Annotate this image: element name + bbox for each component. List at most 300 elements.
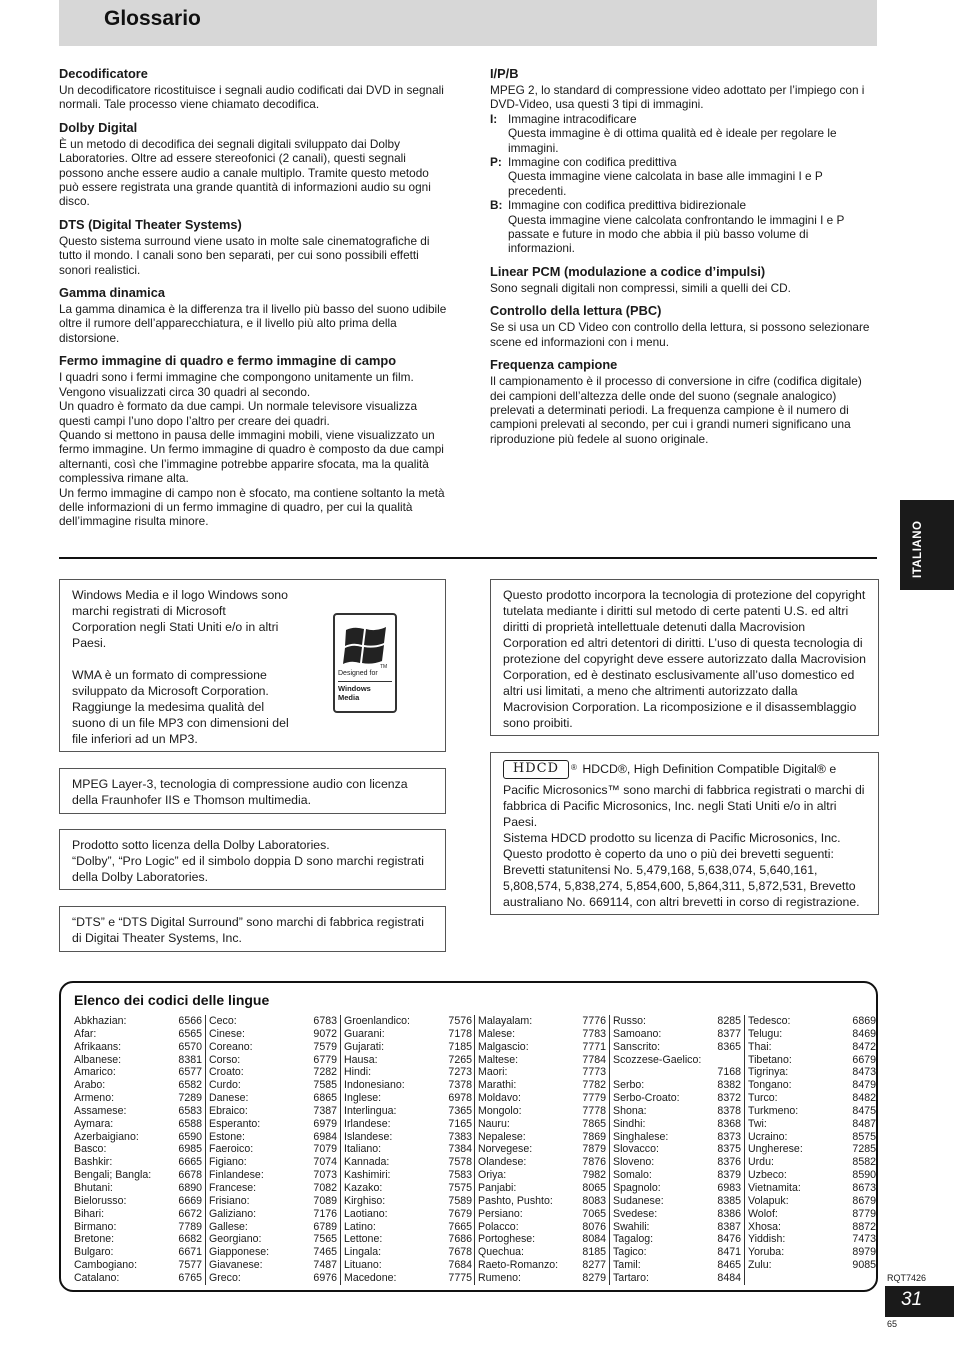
language-code: 7383: [448, 1130, 472, 1143]
language-code: 8381: [178, 1053, 202, 1066]
language-code: 6783: [313, 1015, 337, 1027]
language-code: 6789: [313, 1220, 337, 1233]
language-row: [74, 1118, 202, 1131]
language-name: Bengali; Bangla:: [74, 1169, 152, 1182]
language-row: [209, 1092, 337, 1105]
language-code: 7879: [582, 1143, 606, 1156]
language-code: 7473: [852, 1233, 876, 1246]
language-name: Vietnamita:: [748, 1181, 801, 1194]
mpeg-license-box: [59, 768, 446, 814]
language-name: Indonesiano:: [344, 1079, 405, 1092]
language-name: Gujarati:: [344, 1040, 385, 1053]
language-row: [613, 1208, 741, 1221]
ipb-desc: Questa immagine viene calcolata confrontando le immagini I e P passate e future in modo che abbia il più basso volume di informazioni.: [508, 212, 845, 256]
language-name: Finlandese:: [209, 1169, 264, 1182]
language-row: [748, 1156, 876, 1169]
language-row: [613, 1259, 741, 1272]
language-code: 6665: [178, 1156, 202, 1169]
language-code: 7365: [448, 1104, 472, 1117]
language-name: Persiano:: [478, 1207, 523, 1220]
language-name: Twi:: [748, 1117, 767, 1130]
language-row: [748, 1118, 876, 1131]
language-code: 8479: [852, 1079, 876, 1092]
language-code: 7282: [313, 1066, 337, 1079]
language-name: Coreano:: [209, 1040, 253, 1053]
language-code: 7876: [582, 1156, 606, 1169]
model-number: RQT7426: [887, 1273, 927, 1283]
language-column: [478, 1015, 606, 1285]
language-code: 7289: [178, 1092, 202, 1105]
language-row: [613, 1015, 741, 1028]
language-row: [209, 1079, 337, 1092]
language-name: Kannada:: [344, 1156, 390, 1169]
language-name: Quechua:: [478, 1246, 524, 1259]
language-name: Ceco:: [209, 1015, 237, 1027]
language-row: [344, 1143, 472, 1156]
ipb-intro: MPEG 2, lo standard di compressione video adottato per l’impiego con i DVD-Video, usa questi 3 tipi di immagini.: [490, 83, 865, 112]
hdcd-first-line: HDCD ® HDCD®, High Definition Compatible Digital® e: [503, 760, 866, 779]
language-name: Galiziano:: [209, 1207, 257, 1220]
language-code: 8365: [717, 1040, 741, 1053]
ipb-list: [490, 112, 878, 256]
section-title: Controllo della lettura (PBC): [490, 303, 662, 319]
language-name: Olandese:: [478, 1156, 527, 1169]
language-code: 7665: [448, 1220, 472, 1233]
language-name: Serbo-Croato:: [613, 1092, 680, 1105]
language-name: Yiddish:: [748, 1233, 786, 1246]
language-row: [344, 1208, 472, 1221]
language-name: Malgascio:: [478, 1040, 529, 1053]
language-name: Turkmeno:: [748, 1104, 799, 1117]
language-code: 7783: [582, 1027, 606, 1040]
language-code: 8472: [852, 1040, 876, 1053]
side-tab-label: ITALIANO: [912, 520, 924, 578]
language-name: Albanese:: [74, 1053, 122, 1066]
language-row: [74, 1131, 202, 1144]
language-row: [478, 1272, 606, 1285]
language-code: 8084: [582, 1233, 606, 1246]
language-row: [74, 1105, 202, 1118]
language-column: [613, 1015, 741, 1285]
language-code: 6779: [313, 1053, 337, 1066]
language-name: Faeroico:: [209, 1143, 254, 1156]
language-name: Nauru:: [478, 1117, 510, 1130]
language-name: Panjabi:: [478, 1181, 517, 1194]
language-name: Turco:: [748, 1092, 778, 1105]
language-code: 8368: [717, 1117, 741, 1130]
language-code: 7771: [582, 1040, 606, 1053]
language-name: Assamese:: [74, 1104, 127, 1117]
language-code: 7073: [313, 1169, 337, 1182]
dts-trademark-text: “DTS” e “DTS Digital Surround” sono marchi di fabbrica registrati di Digitai Theater Systems, Inc.: [72, 915, 424, 945]
windows-media-para1: Windows Media e il logo Windows sono marchi registrati di Microsoft Corporation negli Stati Uniti e/o in altri Paesi.: [72, 588, 288, 650]
language-codes-title: Elenco dei codici delle lingue: [74, 992, 270, 1008]
section-paragraph: Un quadro è formato da due campi. Un normale televisore visualizza questi campi l’uno dopo l’altro per creare dei quadri.: [59, 399, 418, 428]
language-code: 7782: [582, 1079, 606, 1092]
language-row: [613, 1041, 741, 1054]
language-row: [209, 1054, 337, 1067]
language-row: [74, 1169, 202, 1182]
language-row: [74, 1233, 202, 1246]
glossary-left-column: [59, 64, 447, 529]
language-name: Irlandese:: [344, 1117, 391, 1130]
language-row: [74, 1015, 202, 1028]
language-row: [748, 1246, 876, 1259]
language-name: Francese:: [209, 1181, 257, 1194]
language-name: Greco:: [209, 1271, 241, 1284]
hdcd-box: [490, 752, 879, 915]
language-code: 7165: [448, 1117, 472, 1130]
section-title: Frequenza campione: [490, 357, 618, 373]
language-code: 6678: [178, 1169, 202, 1182]
language-row: [74, 1054, 202, 1067]
language-code: 7577: [178, 1259, 202, 1272]
language-code: 6577: [178, 1066, 202, 1079]
language-code: 8385: [717, 1194, 741, 1207]
language-row: [344, 1246, 472, 1259]
language-name: Telugu:: [748, 1027, 783, 1040]
language-code: 7378: [448, 1079, 472, 1092]
language-row: [748, 1054, 876, 1067]
language-code: 8279: [582, 1271, 606, 1284]
ipb-label: P:: [490, 155, 502, 170]
language-code: 6672: [178, 1207, 202, 1220]
language-name: Tagalog:: [613, 1233, 654, 1246]
language-row: [478, 1131, 606, 1144]
language-code: 8673: [852, 1181, 876, 1194]
language-name: Mongolo:: [478, 1104, 522, 1117]
language-code: 7784: [582, 1053, 606, 1066]
language-row: [209, 1015, 337, 1028]
language-name: Afar:: [74, 1027, 97, 1040]
language-row: [478, 1143, 606, 1156]
section-title-ipb: I/P/B: [490, 66, 519, 81]
ipb-desc: Questa immagine è di ottima qualità ed è ideale per regolare le immagini.: [508, 126, 837, 155]
language-row: [209, 1182, 337, 1195]
language-name: Sindhi:: [613, 1117, 646, 1130]
language-row: [478, 1028, 606, 1041]
language-row: [613, 1246, 741, 1259]
language-name: Curdo:: [209, 1079, 241, 1092]
language-name: Hausa:: [344, 1053, 378, 1066]
language-row: [74, 1028, 202, 1041]
language-row: [344, 1156, 472, 1169]
language-name: Hindi:: [344, 1066, 372, 1079]
language-code: 8277: [582, 1259, 606, 1272]
language-name: Marathi:: [478, 1079, 517, 1092]
section-title: Fermo immagine di quadro e fermo immagine di campo: [59, 353, 397, 369]
language-row: [613, 1272, 741, 1285]
language-code: 7686: [448, 1233, 472, 1246]
language-row: [613, 1233, 741, 1246]
language-row: [478, 1092, 606, 1105]
language-code: 6682: [178, 1233, 202, 1246]
language-row: [209, 1041, 337, 1054]
language-row: [613, 1195, 741, 1208]
language-row: [748, 1131, 876, 1144]
language-code: 8679: [852, 1194, 876, 1207]
language-row: [478, 1041, 606, 1054]
language-code: 7089: [313, 1194, 337, 1207]
language-row: [209, 1233, 337, 1246]
right-sections: [490, 264, 878, 446]
language-name: Thai:: [748, 1040, 772, 1053]
language-code: 6978: [448, 1092, 472, 1105]
language-row: [478, 1169, 606, 1182]
language-name: Wolof:: [748, 1207, 778, 1220]
page-number-box: [885, 1286, 954, 1317]
section-title: Gamma dinamica: [59, 285, 165, 301]
language-name: Svedese:: [613, 1207, 658, 1220]
language-row: [344, 1221, 472, 1234]
language-name: Spagnolo:: [613, 1181, 661, 1194]
language-code: 7465: [313, 1246, 337, 1259]
language-name: Macedone:: [344, 1271, 397, 1284]
section-paragraph: È un metodo di decodifica dei segnali digitali sviluppato dai Dolby Laboratories. Oltre ad essere stereofonici (2 canali), questi segnali possono anche essere audio a canale multiplo. Tramite questo metodo può essere registrata una grande quantità di informazioni audio su ogni disco.: [59, 136, 431, 209]
language-name: Nepalese:: [478, 1130, 526, 1143]
language-name: Maltese:: [478, 1053, 519, 1066]
language-name: Ungherese:: [748, 1143, 803, 1156]
language-code: 8779: [852, 1207, 876, 1220]
language-row: [209, 1259, 337, 1272]
language-name: Azerbaigiano:: [74, 1130, 139, 1143]
windows-media-box: [59, 579, 446, 752]
language-name: Laotiano:: [344, 1207, 388, 1220]
language-name: Aymara:: [74, 1117, 114, 1130]
language-name: Bhutani:: [74, 1181, 113, 1194]
language-code: 8378: [717, 1104, 741, 1117]
language-name: Maori:: [478, 1066, 508, 1079]
language-row: [613, 1066, 741, 1079]
section-paragraph: La gamma dinamica è la differenza tra il livello più basso del suono udibile oltre il rumore dell’apparecchiatura, e il livello più alto prima della distorsione.: [59, 302, 447, 345]
language-code: 6590: [178, 1130, 202, 1143]
glossary-right-column: [490, 64, 878, 446]
language-row: [74, 1208, 202, 1221]
language-row: [613, 1118, 741, 1131]
language-name: Groenlandico:: [344, 1015, 410, 1027]
ipb-name: Immagine con codifica predittiva: [508, 155, 677, 170]
language-code: 8375: [717, 1143, 741, 1156]
language-name: Norvegese:: [478, 1143, 533, 1156]
language-name: Croato:: [209, 1066, 244, 1079]
language-codes-panel: [59, 981, 878, 1292]
language-row: [478, 1066, 606, 1079]
language-code: 7583: [448, 1169, 472, 1182]
hdcd-line1: HDCD®, High Definition Compatible Digital® e: [582, 761, 837, 776]
language-name: Ebraico:: [209, 1104, 248, 1117]
language-name: Armeno:: [74, 1092, 115, 1105]
language-column: [74, 1015, 202, 1285]
logo-tm: TM: [380, 664, 388, 670]
language-row: [478, 1118, 606, 1131]
language-row: [209, 1246, 337, 1259]
language-row: [344, 1015, 472, 1028]
language-name: Tongano:: [748, 1079, 792, 1092]
language-name: Scozzese-Gaelico:: [613, 1053, 702, 1066]
language-row: [478, 1015, 606, 1028]
language-row: [74, 1143, 202, 1156]
language-name: Moldavo:: [478, 1092, 521, 1105]
language-code: 7384: [448, 1143, 472, 1156]
language-code: 7487: [313, 1259, 337, 1272]
language-name: Bihari:: [74, 1207, 105, 1220]
language-side-tab: [900, 500, 954, 590]
language-name: Malayalam:: [478, 1015, 533, 1027]
language-row: [209, 1066, 337, 1079]
language-row: [613, 1156, 741, 1169]
language-code: 7074: [313, 1156, 337, 1169]
language-code: 8469: [852, 1027, 876, 1040]
language-row: [209, 1105, 337, 1118]
language-row: [344, 1041, 472, 1054]
language-code: 8465: [717, 1259, 741, 1272]
language-code: 8476: [717, 1233, 741, 1246]
language-code: 7678: [448, 1246, 472, 1259]
language-column: [748, 1015, 876, 1272]
section-paragraph: Un decodificatore ricostituisce i segnali audio codificati dai DVD in segnali normali. Tale processo viene chiamato decodifica.: [59, 83, 444, 112]
language-code: 6865: [313, 1092, 337, 1105]
language-row: [344, 1195, 472, 1208]
ipb-label: B:: [490, 198, 503, 213]
language-code: 7585: [313, 1079, 337, 1092]
language-name: Bulgaro:: [74, 1246, 114, 1259]
language-code: 7082: [313, 1181, 337, 1194]
section-title: Decodificatore: [59, 66, 148, 81]
language-row: [74, 1092, 202, 1105]
language-row: [209, 1169, 337, 1182]
language-row: [748, 1221, 876, 1234]
ipb-desc: Questa immagine viene calcolata in base alle immagini I e P precedenti.: [508, 169, 823, 198]
language-code: 6869: [852, 1015, 876, 1027]
language-code: 7079: [313, 1143, 337, 1156]
language-row: [74, 1246, 202, 1259]
language-column: [209, 1015, 337, 1285]
language-code: 6669: [178, 1194, 202, 1207]
language-row: [748, 1233, 876, 1246]
language-row: [478, 1221, 606, 1234]
language-row: [344, 1105, 472, 1118]
language-code: 7176: [313, 1207, 337, 1220]
language-row: [209, 1221, 337, 1234]
language-row: [478, 1233, 606, 1246]
language-code: 7178: [448, 1027, 472, 1040]
language-name: Danese:: [209, 1092, 249, 1105]
language-row: [478, 1208, 606, 1221]
language-row: [748, 1028, 876, 1041]
language-code: 7773: [582, 1066, 606, 1079]
language-code: 8582: [852, 1156, 876, 1169]
language-name: Portoghese:: [478, 1233, 536, 1246]
language-name: Urdu:: [748, 1156, 774, 1169]
language-code: 6679: [852, 1053, 876, 1066]
language-row: [613, 1169, 741, 1182]
language-row: [209, 1156, 337, 1169]
language-code: 8387: [717, 1220, 741, 1233]
language-row: [748, 1066, 876, 1079]
language-code: 6565: [178, 1027, 202, 1040]
language-name: Latino:: [344, 1220, 376, 1233]
language-row: [748, 1195, 876, 1208]
language-row: [613, 1143, 741, 1156]
language-code: 6566: [178, 1015, 202, 1027]
dolby-line2: “Dolby”, “Pro Logic” ed il simbolo doppia D sono marchi registrati della Dolby Laboratories.: [72, 854, 424, 884]
language-row: [613, 1182, 741, 1195]
language-row: [478, 1105, 606, 1118]
language-code: 7168: [717, 1066, 741, 1079]
section-title: Linear PCM (modulazione a codice d’impulsi): [490, 263, 766, 279]
language-row: [74, 1272, 202, 1285]
language-name: Bielorusso:: [74, 1194, 127, 1207]
language-code: 6985: [178, 1143, 202, 1156]
section-title: Dolby Digital: [59, 119, 138, 135]
language-name: Polacco:: [478, 1220, 519, 1233]
language-row: [748, 1105, 876, 1118]
language-row: [344, 1233, 472, 1246]
language-row: [478, 1054, 606, 1067]
macrovision-box: [490, 579, 879, 736]
header-bar: [59, 0, 877, 46]
ipb-body: [508, 198, 878, 256]
language-row: [209, 1208, 337, 1221]
language-name: Lingala:: [344, 1246, 382, 1259]
language-code: 8382: [717, 1079, 741, 1092]
language-name: Sloveno:: [613, 1156, 655, 1169]
language-name: Sudanese:: [613, 1194, 664, 1207]
language-row: [748, 1143, 876, 1156]
language-code: 8379: [717, 1169, 741, 1182]
section-title: DTS (Digital Theater Systems): [59, 216, 242, 232]
language-name: Samoano:: [613, 1027, 662, 1040]
language-row: [74, 1259, 202, 1272]
language-name: Esperanto:: [209, 1117, 261, 1130]
windows-media-logo: [333, 613, 397, 713]
language-row: [209, 1143, 337, 1156]
language-code: 8590: [852, 1169, 876, 1182]
language-row: [478, 1156, 606, 1169]
language-name: Georgiano:: [209, 1233, 262, 1246]
language-row: [478, 1079, 606, 1092]
language-row: [74, 1221, 202, 1234]
language-name: Giapponese:: [209, 1246, 270, 1259]
language-row: [74, 1041, 202, 1054]
language-row: [748, 1092, 876, 1105]
ipb-body: [508, 112, 878, 155]
language-code: 8373: [717, 1130, 741, 1143]
language-code: 8872: [852, 1220, 876, 1233]
hdcd-logo: HDCD: [503, 760, 569, 779]
section-paragraph: Sono segnali digitali non compressi, simili a quelli dei CD.: [490, 280, 791, 295]
language-row: [74, 1182, 202, 1195]
ipb-item: [490, 155, 878, 198]
language-name: Ucraino:: [748, 1130, 788, 1143]
language-code: 6588: [178, 1117, 202, 1130]
language-code: 7387: [313, 1104, 337, 1117]
language-code: 8076: [582, 1220, 606, 1233]
language-name: Shona:: [613, 1104, 647, 1117]
language-row: [613, 1131, 741, 1144]
language-row: [344, 1272, 472, 1285]
language-name: Russo:: [613, 1015, 646, 1027]
language-name: Bretone:: [74, 1233, 115, 1246]
ipb-item: [490, 198, 878, 256]
language-row: [74, 1066, 202, 1079]
windows-media-para2: WMA è un formato di compressione sviluppato da Microsoft Corporation. Raggiunge la medesima qualità del suono di un file MP3 con dimensioni del file inferiori ad un MP3.: [72, 668, 289, 746]
language-code: 8473: [852, 1066, 876, 1079]
column-divider: [474, 1015, 475, 1285]
language-code: 6583: [178, 1104, 202, 1117]
language-name: Malese:: [478, 1027, 516, 1040]
ipb-label: I:: [490, 111, 498, 126]
